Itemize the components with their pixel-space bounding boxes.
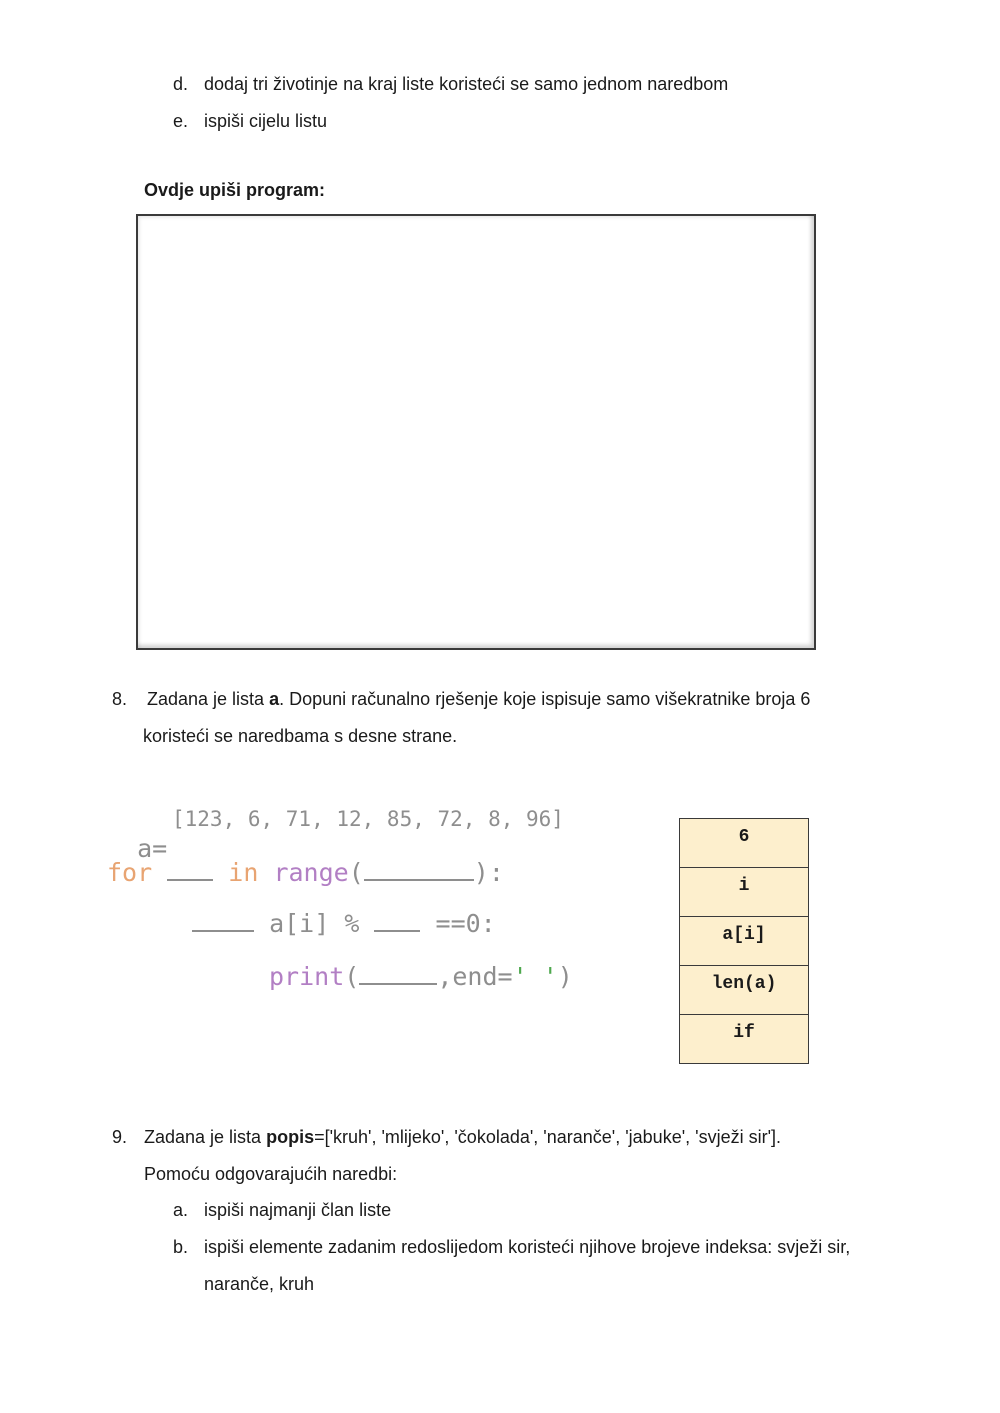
code-line-2 <box>107 857 504 888</box>
blank-condition-keyword[interactable] <box>192 908 254 932</box>
blank-print-argument[interactable] <box>359 961 437 985</box>
option-cell[interactable]: if <box>680 1015 809 1064</box>
question-text-start: Zadana je lista <box>147 689 270 709</box>
item-text: ispiši cijelu listu <box>204 111 328 131</box>
task9-item-a <box>173 1199 391 1221</box>
code-keyword-for: for <box>107 858 153 887</box>
code-end-param: ,end= <box>437 962 513 991</box>
question-text-end: . Dopuni računalno rješenje koje ispisuje samo višekratnike broja 6 <box>279 689 811 709</box>
list-marker: e. <box>173 111 189 131</box>
item-text: dodaj tri životinje na kraj liste koristeći se samo jednom naredbom <box>204 74 729 94</box>
code-line-3 <box>192 908 496 939</box>
code-expression: a[i] <box>269 909 330 938</box>
task7-item-e <box>173 110 327 132</box>
code-string: ' ' <box>512 962 558 991</box>
task9-item-b-line2: naranče, kruh <box>204 1274 315 1294</box>
item-text: ispiši elemente zadanim redoslijedom koristeći njihove brojeve indeksa: svježi sir, <box>204 1237 851 1257</box>
code-paren-close: ): <box>473 858 504 887</box>
task8-question <box>112 688 810 710</box>
task8-question-line2: koristeći se naredbama s desne strane. <box>143 726 458 746</box>
code-paren-open: ( <box>344 962 360 991</box>
program-label: Ovdje upiši program: <box>144 180 326 200</box>
option-cell[interactable]: i <box>680 868 809 917</box>
code-operator-mod: % <box>344 909 360 938</box>
question-number: 9. <box>112 1127 128 1147</box>
option-cell[interactable]: len(a) <box>680 966 809 1015</box>
list-marker: b. <box>173 1237 189 1257</box>
item-text: ispiši najmanji član liste <box>204 1200 392 1220</box>
task7-item-d <box>173 73 728 95</box>
code-paren-close: ) <box>557 962 573 991</box>
task9-question-line2: Pomoću odgovarajućih naredbi: <box>144 1164 398 1184</box>
list-marker: d. <box>173 74 189 94</box>
list-name: popis <box>266 1127 315 1147</box>
question-text-start: Zadana je lista <box>144 1127 267 1147</box>
code-line-1 <box>107 804 167 864</box>
code-function-range: range <box>273 858 349 887</box>
list-marker: a. <box>173 1200 189 1220</box>
code-line-4 <box>269 961 573 992</box>
code-function-print: print <box>269 962 345 991</box>
blank-range-argument[interactable] <box>364 857 474 881</box>
blank-loop-variable[interactable] <box>167 857 213 881</box>
code-list-literal: [123, 6, 71, 12, 85, 72, 8, 96] <box>172 807 564 831</box>
question-text-end: =['kruh', 'mlijeko', 'čokolada', 'naranče', 'jabuke', 'svježi sir']. <box>314 1127 782 1147</box>
option-cell[interactable]: a[i] <box>680 917 809 966</box>
question-number: 8. <box>112 689 128 709</box>
command-options-table <box>679 818 809 1064</box>
code-keyword-in: in <box>228 858 259 887</box>
blank-divisor[interactable] <box>374 908 420 932</box>
code-variable: a= <box>137 834 168 863</box>
task9-item-b <box>173 1236 850 1258</box>
code-compare: ==0: <box>435 909 496 938</box>
task9-question <box>112 1126 781 1148</box>
list-name: a <box>269 689 280 709</box>
program-answer-box[interactable] <box>136 214 816 650</box>
option-cell[interactable]: 6 <box>680 819 809 868</box>
code-paren-open: ( <box>348 858 364 887</box>
